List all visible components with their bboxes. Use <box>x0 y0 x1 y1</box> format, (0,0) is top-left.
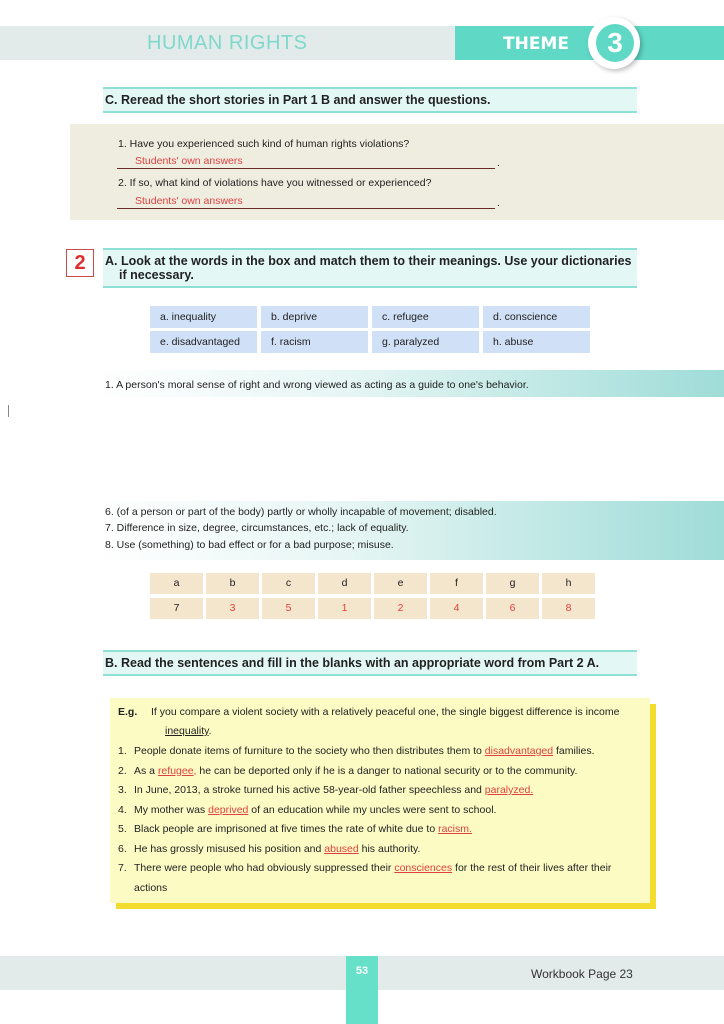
answer-letter: f <box>430 573 483 594</box>
answer-letter: g <box>486 573 539 594</box>
sentence-number: 2. <box>118 764 127 777</box>
filled-blank[interactable]: disadvantaged <box>484 745 554 757</box>
page-title: HUMAN RIGHTS <box>147 32 308 54</box>
answer-letter: c <box>262 573 315 594</box>
sentence: As a refugee, he can be deported only if he is a danger to national security or to the community. <box>134 764 578 777</box>
sentence: There were people who had obviously suppressed their consciences for the rest of their lives after their <box>134 862 612 874</box>
sentence: In June, 2013, a stroke turned his active 58-year-old father speechless and paralyzed. <box>134 784 534 796</box>
example-text: If you compare a violent society with a relatively peaceful one, the single biggest difference is income <box>151 706 620 718</box>
divider <box>8 405 9 417</box>
word: a. inequality <box>150 306 257 328</box>
sentence: My mother was deprived of an education while my uncles were sent to school. <box>134 803 497 816</box>
word: f. racism <box>261 331 368 353</box>
answer-number[interactable]: 8 <box>542 598 595 619</box>
filled-blank[interactable]: consciences <box>394 862 453 874</box>
answer-number[interactable]: 1 <box>318 598 371 619</box>
question-1: 1. Have you experienced such kind of human rights violations? <box>118 138 410 150</box>
part-c-heading: C. Reread the short stories in Part 1 B and answer the questions. <box>103 87 637 113</box>
filled-blank[interactable]: refugee, <box>157 764 197 777</box>
definition: 8. Use (something) to bad effect or for a bad purpose; misuse. <box>105 539 394 551</box>
sentence-continuation: actions <box>134 882 168 894</box>
answer-letter: h <box>542 573 595 594</box>
example-answer: inequality. <box>165 725 212 737</box>
filled-blank[interactable]: racism. <box>438 823 472 835</box>
definition: 7. Difference in size, degree, circumstances, etc.; lack of equality. <box>105 522 409 534</box>
sentence: Black people are imprisoned at five times the rate of white due to racism. <box>134 823 472 835</box>
word: g. paralyzed <box>372 331 479 353</box>
answer-letter: a <box>150 573 203 594</box>
sentence-number: 7. <box>118 862 127 874</box>
answer-1[interactable]: Students' own answers <box>117 155 495 169</box>
answer-letter: d <box>318 573 371 594</box>
part-2a-heading: A. Look at the words in the box and match them to their meanings. Use your dictionaries if necessary. <box>103 248 637 288</box>
sentence-number: 5. <box>118 823 127 835</box>
sentence-number: 4. <box>118 803 127 816</box>
answer-number[interactable]: 4 <box>430 598 483 619</box>
answer-number[interactable]: 5 <box>262 598 315 619</box>
example-label: E.g. <box>118 706 138 718</box>
theme-label: THEME <box>503 34 569 54</box>
word: b. deprive <box>261 306 368 328</box>
filled-blank[interactable]: deprived <box>208 803 249 816</box>
period: . <box>497 198 500 209</box>
workbook-reference: Workbook Page 23 <box>531 967 633 981</box>
word: d. conscience <box>483 306 590 328</box>
word: e. disadvantaged <box>150 331 257 353</box>
word: c. refugee <box>372 306 479 328</box>
answer-table <box>150 573 595 619</box>
sentence: He has grossly misused his position and abused his authority. <box>134 842 421 855</box>
answer-letter: e <box>374 573 427 594</box>
answer-letter: b <box>206 573 259 594</box>
answer-number[interactable]: 6 <box>486 598 539 619</box>
period: . <box>497 158 500 169</box>
sentence-number: 1. <box>118 745 127 757</box>
obscured-region <box>0 397 724 501</box>
definition: 1. A person's moral sense of right and wrong viewed as acting as a guide to one's behavior. <box>105 379 529 391</box>
theme-number: 3 <box>596 24 634 62</box>
word: h. abuse <box>483 331 590 353</box>
filled-blank[interactable]: abused <box>324 842 359 855</box>
definition: 6. (of a person or part of the body) partly or wholly incapable of movement; disabled. <box>105 506 497 518</box>
page-number: 53 <box>346 956 378 1024</box>
sentence-number: 3. <box>118 784 127 796</box>
section-number: 2 <box>66 249 94 277</box>
part-b-heading: B. Read the sentences and fill in the blanks with an appropriate word from Part 2 A. <box>103 650 637 676</box>
answer-number[interactable]: 2 <box>374 598 427 619</box>
answer-number[interactable]: 7 <box>150 598 203 619</box>
sentence: People donate items of furniture to the society who then distributes them to disadvantaged families. <box>134 745 595 757</box>
filled-blank[interactable]: paralyzed. <box>484 784 534 796</box>
question-2: 2. If so, what kind of violations have you witnessed or experienced? <box>118 177 432 189</box>
answer-2[interactable]: Students' own answers <box>117 195 495 209</box>
sentence-number: 6. <box>118 842 127 855</box>
answer-number[interactable]: 3 <box>206 598 259 619</box>
word-box <box>150 306 590 353</box>
